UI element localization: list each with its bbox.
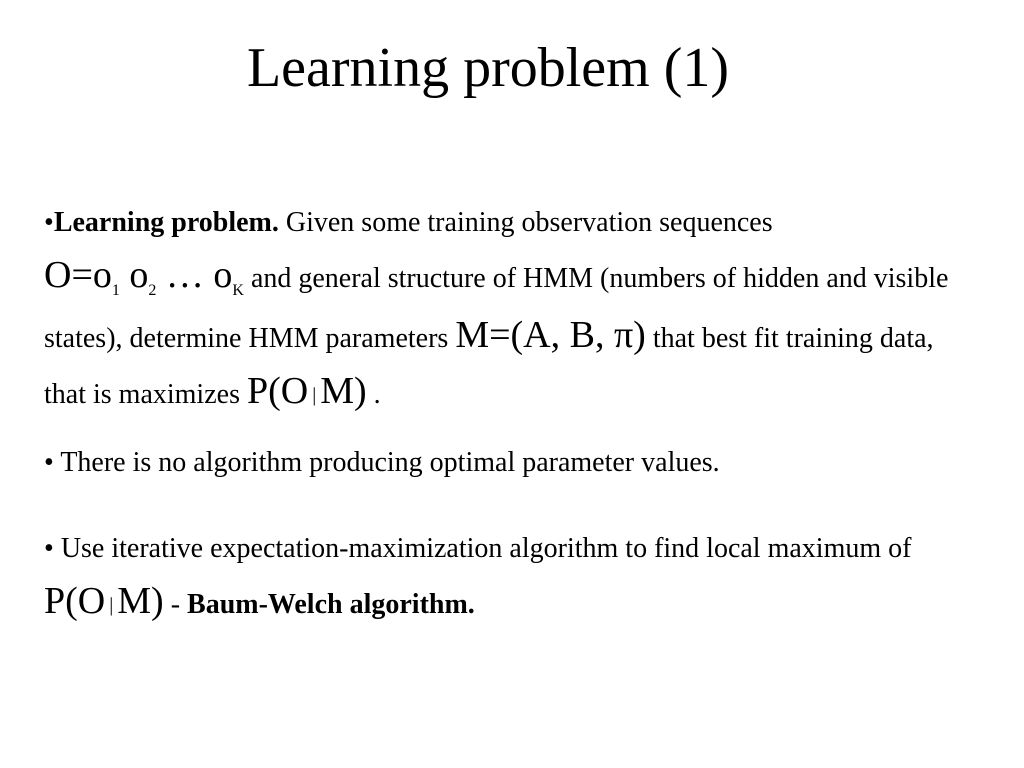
- math-observation-seq: [44, 254, 244, 299]
- text-segment: -: [163, 589, 188, 620]
- subscript-1: 1: [111, 282, 120, 299]
- math-likelihood: [44, 580, 164, 622]
- term-baum-welch: Baum-Welch algorithm.: [187, 589, 475, 620]
- bullet-marker: •: [44, 533, 54, 564]
- given-bar: |: [109, 594, 114, 616]
- math-p-close: M): [320, 370, 367, 412]
- text-segment: There is no algorithm producing optimal parameter values.: [60, 447, 720, 478]
- math-o-eq: O=o: [44, 254, 112, 296]
- math-likelihood: [247, 370, 367, 412]
- text-segment: and general structure of HMM (numbers of hidden and visible states), determine HMM parameters: [44, 263, 949, 354]
- bullet-marker: •: [44, 207, 54, 238]
- slide-title: Learning problem (1): [246, 37, 730, 99]
- math-o2: o: [119, 254, 149, 296]
- term-learning-problem: Learning problem.: [53, 207, 279, 238]
- text-segment: Use iterative expectation-maximization algorithm to find local maximum of: [60, 533, 912, 564]
- subscript-k: K: [232, 282, 244, 299]
- text-segment: .: [366, 379, 381, 410]
- math-ellipsis-ok: … o: [156, 254, 233, 296]
- math-p-open: P(O: [246, 370, 309, 412]
- math-p-close: M): [117, 580, 164, 622]
- math-p-open: P(O: [44, 580, 106, 622]
- bullet-no-algorithm: [44, 443, 964, 483]
- bullet-marker: •: [44, 447, 54, 478]
- bullet-learning-problem: [44, 197, 964, 423]
- text-segment: that best fit training data, that is maximizes: [44, 323, 934, 410]
- text-segment: Given some training observation sequences: [278, 207, 773, 238]
- math-model-params: M=(A, B, π): [455, 314, 646, 356]
- bullet-baum-welch: [44, 523, 964, 633]
- given-bar: |: [312, 384, 317, 406]
- subscript-2: 2: [148, 282, 157, 299]
